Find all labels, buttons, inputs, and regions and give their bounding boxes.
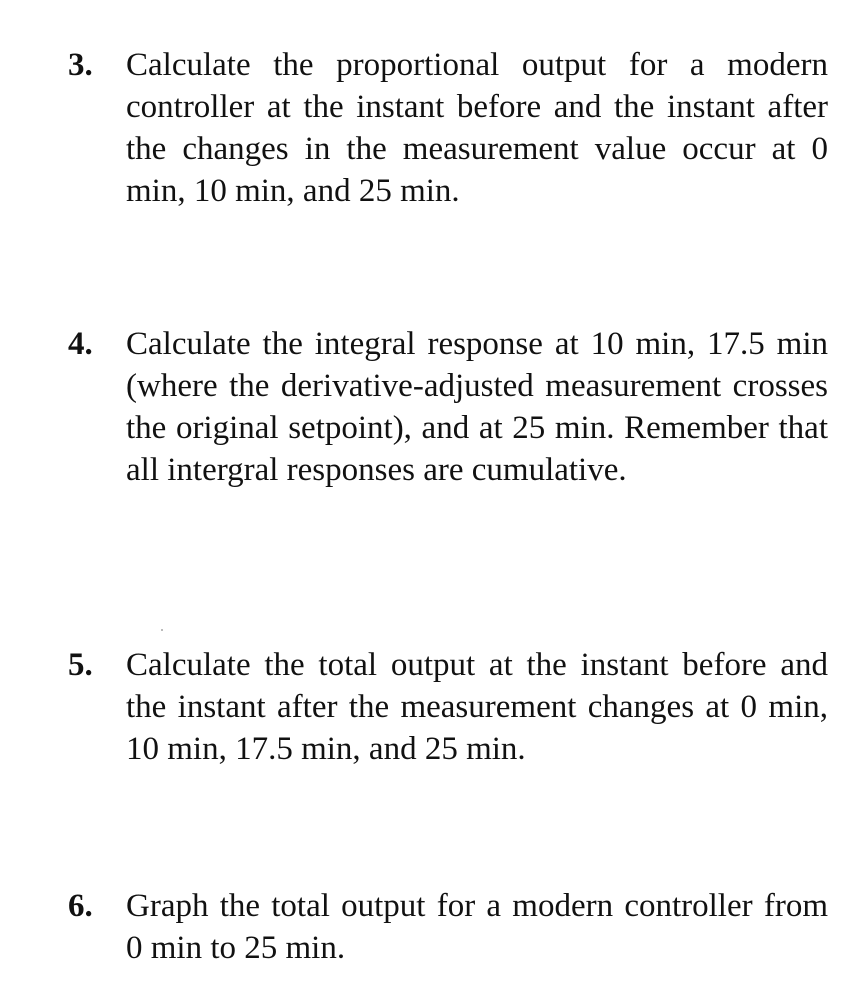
scan-speck (161, 629, 163, 631)
question-number: 4. (68, 326, 93, 362)
question-3 (68, 44, 828, 212)
question-5 (68, 644, 828, 770)
question-text: Graph the total output for a modern controller from 0 min to 25 min. (126, 888, 828, 966)
question-4 (68, 323, 828, 491)
question-number: 5. (68, 647, 93, 683)
question-6 (68, 885, 828, 969)
question-number: 6. (68, 888, 93, 924)
question-text: Calculate the total output at the instant before and the instant after the measurement changes at 0 min, 10 min, 17.5 min, and 25 min. (126, 647, 828, 767)
question-text: Calculate the integral response at 10 min, 17.5 min (where the derivative-adjusted measurement crosses the original setpoint), and at 25 min. Remember that all intergral responses are cumulative. (126, 326, 828, 488)
question-number: 3. (68, 47, 93, 83)
question-text: Calculate the proportional output for a modern controller at the instant before and the instant after the changes in the measurement value occur at 0 min, 10 min, and 25 min. (126, 47, 828, 209)
